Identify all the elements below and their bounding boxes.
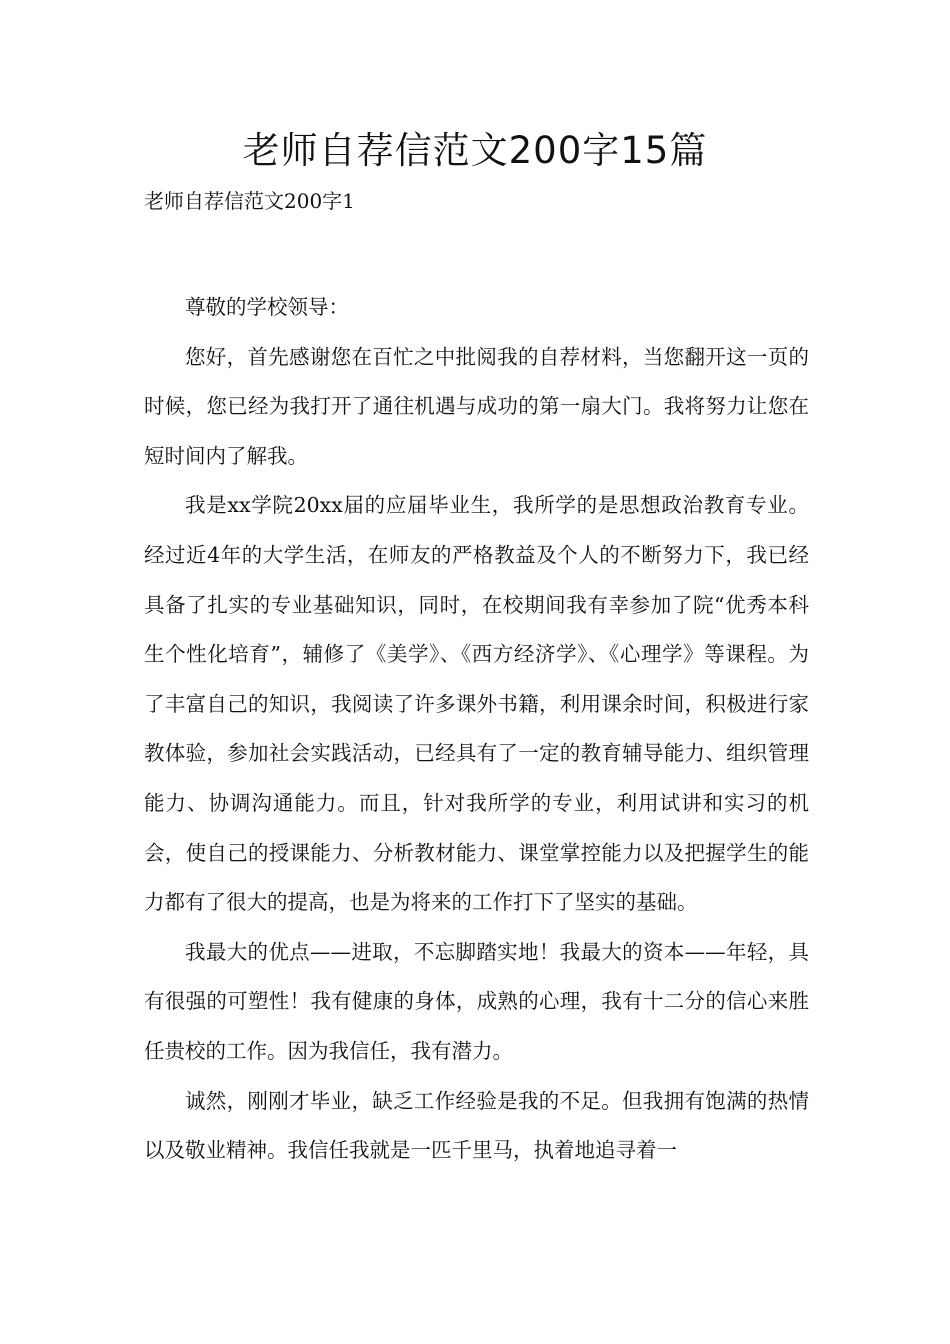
body-paragraph: 我是xx学院20xx届的应届毕业生，我所学的是思想政治教育专业。经过近4年的大学生活，在师友的严格教益及个人的不断努力下，我已经具备了扎实的专业基础知识，同时，在校期间我有幸参加了院“优秀本科生个性化培育”，辅修了《美学》、《西方经济学》、《心理学》等课程。为了丰富自己的知识，我阅读了许多课外书籍，利用课余时间，积极进行家教体验，参加社会实践活动，已经具有了一定的教育辅导能力、组织管理能力、协调沟通能力。而且，针对我所学的专业，利用试讲和实习的机会，使自己的授课能力、分析教材能力、课堂掌控能力以及把握学生的能力都有了很大的提高，也是为将来的工作打下了坚实的基础。 (144, 493, 809, 915)
salutation-paragraph: 尊敬的学校领导： (185, 295, 349, 319)
body-paragraph: 诚然，刚刚才毕业，缺乏工作经验是我的不足。但我拥有饱满的热情以及敬业精神。我信任我就是一匹千里马，执着地追寻着一 (144, 1088, 809, 1163)
document-title: 老师自荐信范文200字15篇 (242, 129, 708, 172)
document-body (144, 283, 809, 1176)
document-subtitle: 老师自荐信范文200字1 (144, 189, 355, 213)
body-paragraph: 我最大的优点——进取，不忘脚踏实地！我最大的资本——年轻，具有很强的可塑性！我有健康的身体，成熟的心理，我有十二分的信心来胜任贵校的工作。因为我信任，我有潜力。 (144, 939, 809, 1063)
body-paragraph: 您好，首先感谢您在百忙之中批阅我的自荐材料，当您翻开这一页的时候，您已经为我打开了通往机遇与成功的第一扇大门。我将努力让您在短时间内了解我。 (144, 344, 809, 468)
